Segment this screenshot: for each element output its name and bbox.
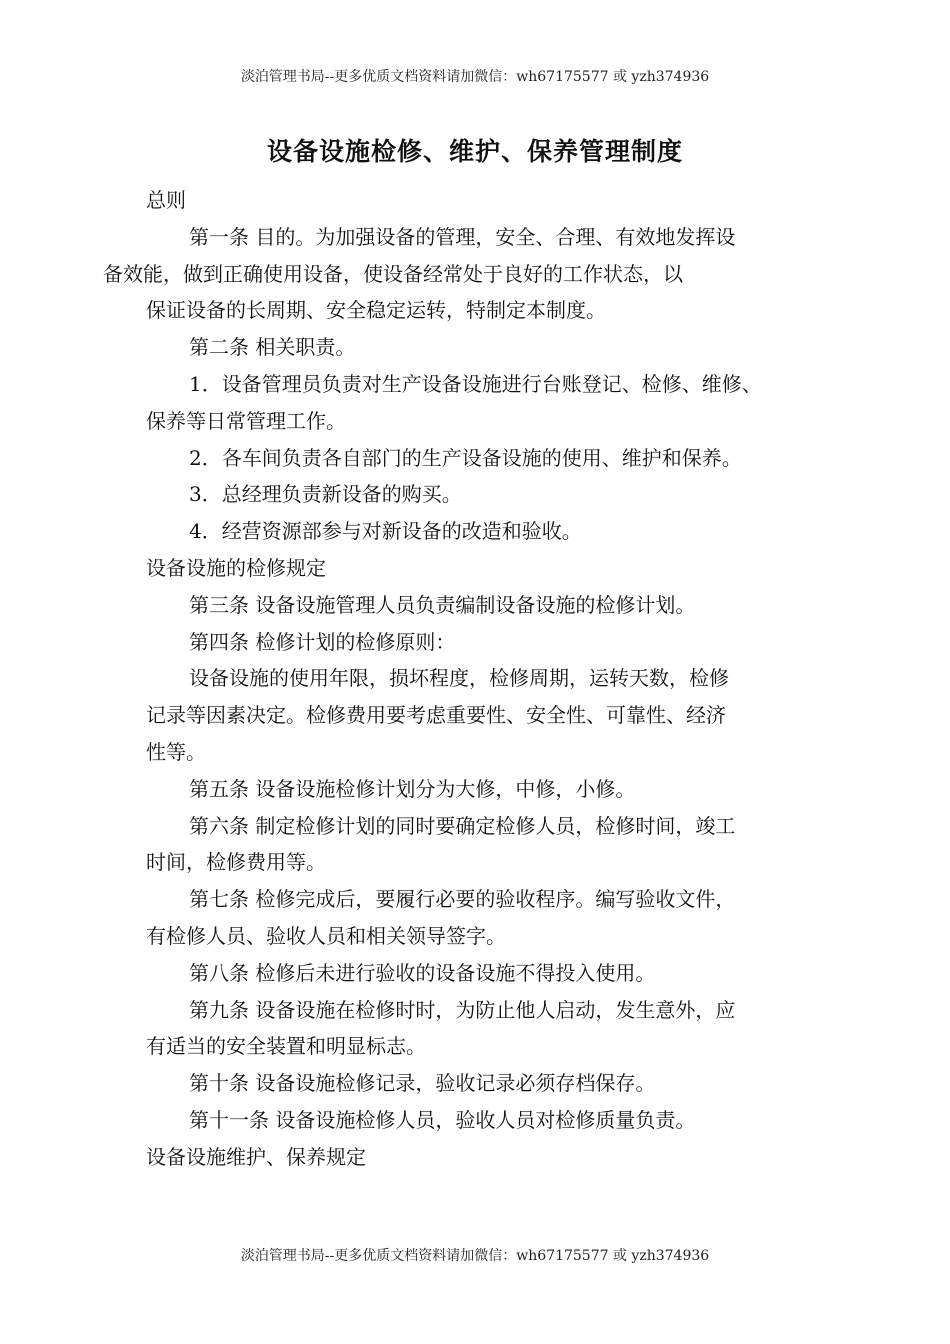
article-6-line: 第六条 制定检修计划的同时要确定检修人员，检修时间，竣工 bbox=[189, 813, 736, 838]
duty-3: 3．总经理负责新设备的购买。 bbox=[189, 482, 462, 507]
article-4-detail-line: 记录等因素决定。检修费用要考虑重要性、安全性、可靠性、经济 bbox=[146, 703, 726, 728]
section-heading-upkeep-rules: 设备设施维护、保养规定 bbox=[146, 1144, 366, 1169]
section-heading-maintenance-rules: 设备设施的检修规定 bbox=[146, 555, 326, 580]
article-6-line: 时间，检修费用等。 bbox=[146, 850, 326, 875]
page-footer: 淡泊管理书局--更多优质文档资料请加微信：wh67175577 或 yzh374936 bbox=[240, 1248, 710, 1264]
article-10: 第十条 设备设施检修记录，验收记录必须存档保存。 bbox=[189, 1071, 656, 1096]
article-4: 第四条 检修计划的检修原则： bbox=[189, 629, 456, 654]
document-title: 设备设施检修、维护、保养管理制度 bbox=[266, 137, 683, 166]
article-5: 第五条 设备设施检修计划分为大修，中修，小修。 bbox=[189, 776, 636, 801]
duty-1 bbox=[146, 366, 826, 440]
page-header: 淡泊管理书局--更多优质文档资料请加微信：wh67175577 或 yzh374936 bbox=[240, 69, 710, 85]
document-body bbox=[103, 182, 826, 1176]
article-1 bbox=[103, 219, 826, 329]
duty-1-line: 1．设备管理员负责对生产设备设施进行台账登记、检修、维修、 bbox=[189, 371, 762, 396]
article-11: 第十一条 设备设施检修人员，验收人员对检修质量负责。 bbox=[189, 1107, 696, 1132]
article-1-line: 保证设备的长周期、安全稳定运转，特制定本制度。 bbox=[146, 298, 606, 323]
article-4-detail-line: 设备设施的使用年限，损坏程度，检修周期，运转天数，检修 bbox=[189, 666, 729, 691]
article-4-detail bbox=[146, 660, 826, 770]
duty-4: 4．经营资源部参与对新设备的改造和验收。 bbox=[189, 519, 582, 544]
article-7-line: 第七条 检修完成后，要履行必要的验收程序。编写验收文件， bbox=[189, 887, 736, 912]
section-heading-general: 总则 bbox=[146, 188, 186, 212]
article-3: 第三条 设备设施管理人员负责编制设备设施的检修计划。 bbox=[189, 592, 696, 617]
duty-1-line: 保养等日常管理工作。 bbox=[146, 408, 346, 433]
duty-2: 2．各车间负责各自部门的生产设备设施的使用、维护和保养。 bbox=[189, 445, 742, 470]
article-8: 第八条 检修后未进行验收的设备设施不得投入使用。 bbox=[189, 960, 656, 985]
article-7 bbox=[146, 881, 826, 955]
article-9-line: 第九条 设备设施在检修时时，为防止他人启动，发生意外，应 bbox=[189, 997, 736, 1022]
article-4-detail-line: 性等。 bbox=[146, 739, 206, 764]
article-9-line: 有适当的安全装置和明显标志。 bbox=[146, 1034, 426, 1059]
article-1-line: 备效能，做到正确使用设备，使设备经常处于良好的工作状态，以 bbox=[103, 261, 683, 286]
article-2: 第二条 相关职责。 bbox=[189, 335, 356, 360]
article-9 bbox=[146, 992, 826, 1066]
article-1-line: 第一条 目的。为加强设备的管理，安全、合理、有效地发挥设 bbox=[189, 224, 736, 249]
article-7-line: 有检修人员、验收人员和相关领导签字。 bbox=[146, 923, 506, 948]
article-6 bbox=[146, 808, 826, 882]
